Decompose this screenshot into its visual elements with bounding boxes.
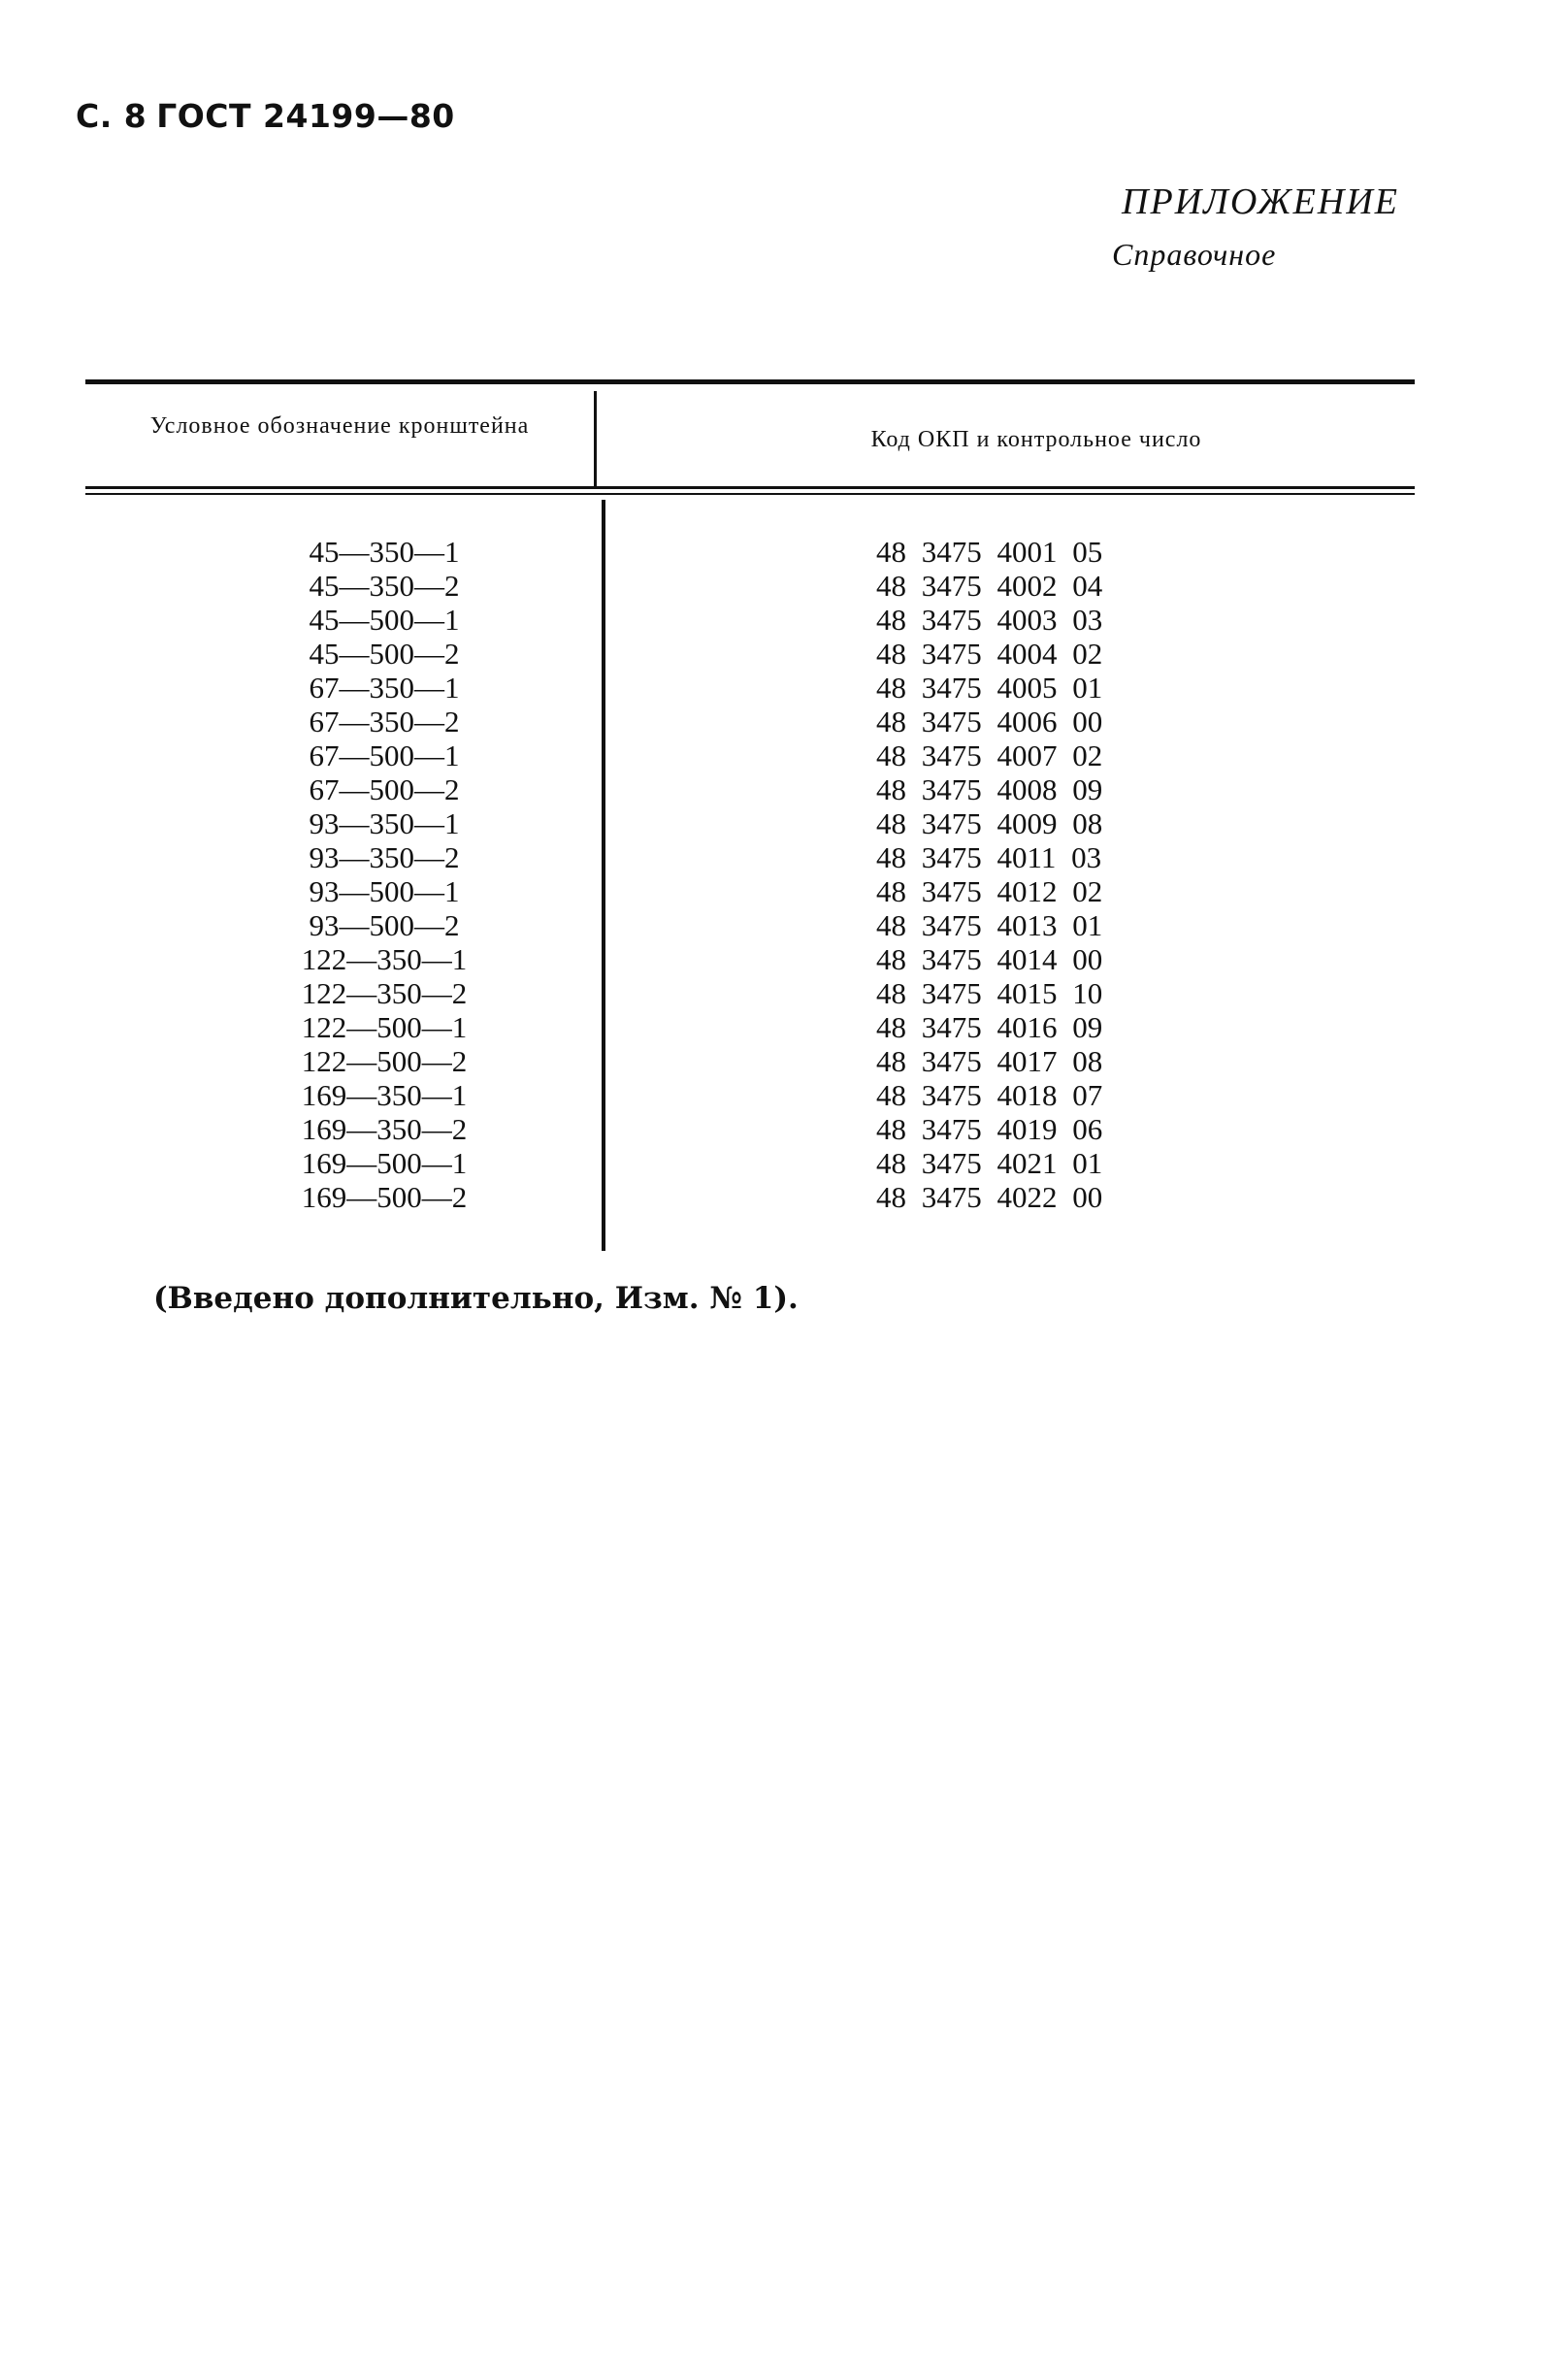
okp-code-cell: 48 3475 4016 09 xyxy=(876,1010,1103,1044)
designation-cell: 45—350—1 xyxy=(309,535,460,569)
okp-code-cell: 48 3475 4019 06 xyxy=(876,1112,1103,1146)
designation-cell: 45—500—1 xyxy=(309,603,460,637)
designation-cell: 67—350—1 xyxy=(309,671,460,705)
designation-cell: 169—350—2 xyxy=(301,1112,468,1146)
header-double-rule-lower xyxy=(85,493,1415,495)
designation-cell: 45—350—2 xyxy=(309,569,460,603)
designation-column xyxy=(229,535,539,1214)
designation-cell: 93—500—2 xyxy=(309,908,460,942)
designation-cell: 122—350—1 xyxy=(301,942,468,976)
okp-code-cell: 48 3475 4012 02 xyxy=(876,874,1103,908)
okp-code-cell: 48 3475 4007 02 xyxy=(876,738,1103,772)
designation-cell: 122—350—2 xyxy=(301,976,468,1010)
designation-cell: 169—500—2 xyxy=(301,1180,468,1214)
amendment-footnote: (Введено дополнительно, Изм. № 1). xyxy=(153,1281,799,1316)
okp-code-cell: 48 3475 4014 00 xyxy=(876,942,1103,976)
designation-cell: 93—350—2 xyxy=(309,840,460,874)
okp-code-cell: 48 3475 4018 07 xyxy=(876,1078,1103,1112)
designation-cell: 67—350—2 xyxy=(309,705,460,738)
page-header xyxy=(76,97,455,135)
okp-code-cell: 48 3475 4009 08 xyxy=(876,806,1103,840)
page-number: С. 8 xyxy=(76,97,147,135)
designation-cell: 169—350—1 xyxy=(301,1078,468,1112)
body-column-divider xyxy=(602,500,605,1251)
okp-code-cell: 48 3475 4002 04 xyxy=(876,569,1103,603)
okp-code-cell: 48 3475 4021 01 xyxy=(876,1146,1103,1180)
okp-code-cell: 48 3475 4003 03 xyxy=(876,603,1103,637)
okp-code-cell: 48 3475 4005 01 xyxy=(876,671,1103,705)
column-header-designation: Условное обозначение кронштейна xyxy=(149,413,530,439)
designation-cell: 169—500—1 xyxy=(301,1146,468,1180)
okp-code-cell: 48 3475 4004 02 xyxy=(876,637,1103,671)
okp-code-cell: 48 3475 4008 09 xyxy=(876,772,1103,806)
okp-code-cell: 48 3475 4011 03 xyxy=(876,840,1102,874)
header-double-rule-upper xyxy=(85,486,1415,489)
okp-code-cell: 48 3475 4013 01 xyxy=(876,908,1103,942)
designation-cell: 67—500—2 xyxy=(309,772,460,806)
designation-cell: 122—500—2 xyxy=(301,1044,468,1078)
okp-code-cell: 48 3475 4006 00 xyxy=(876,705,1103,738)
designation-cell: 93—500—1 xyxy=(309,874,460,908)
appendix-subtitle: Справочное xyxy=(1112,237,1277,272)
okp-code-cell: 48 3475 4015 10 xyxy=(876,976,1103,1010)
designation-cell: 93—350—1 xyxy=(309,806,460,840)
designation-cell: 67—500—1 xyxy=(309,738,460,772)
appendix-title: ПРИЛОЖЕНИЕ xyxy=(1122,181,1399,222)
okp-code-cell: 48 3475 4017 08 xyxy=(876,1044,1103,1078)
okp-code-column xyxy=(876,535,1284,1214)
header-column-divider xyxy=(594,391,597,488)
table-top-rule xyxy=(85,379,1415,384)
column-header-okp-code: Код ОКП и контрольное число xyxy=(870,427,1202,452)
okp-code-cell: 48 3475 4001 05 xyxy=(876,535,1103,569)
okp-code-table xyxy=(85,379,1415,1253)
standard-number: ГОСТ 24199—80 xyxy=(156,97,455,135)
okp-code-cell: 48 3475 4022 00 xyxy=(876,1180,1103,1214)
designation-cell: 122—500—1 xyxy=(301,1010,468,1044)
designation-cell: 45—500—2 xyxy=(309,637,460,671)
